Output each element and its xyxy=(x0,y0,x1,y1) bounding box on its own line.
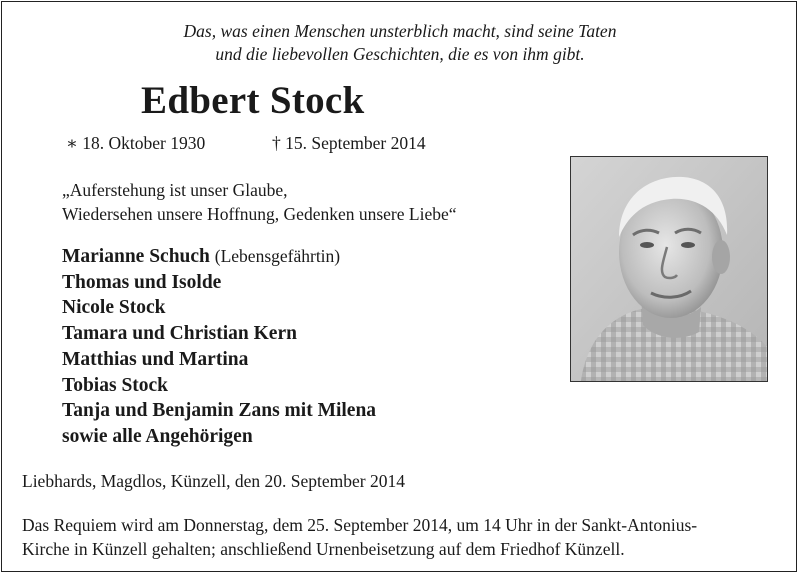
mourner-item xyxy=(62,270,376,296)
mourner-item xyxy=(62,398,376,424)
mourners-list xyxy=(62,244,376,450)
death-date: † 15. September 2014 xyxy=(272,133,426,153)
motto-line-2: und die liebevollen Geschichten, die es von ihm gibt. xyxy=(215,44,585,64)
mourner-item xyxy=(62,321,376,347)
requiem-line-1: Das Requiem wird am Donnerstag, dem 25. September 2014, um 14 Uhr in der Sankt-Antonius- xyxy=(22,515,698,535)
mourner-item xyxy=(62,373,376,399)
quote-line-1: „Auferstehung ist unser Glaube, xyxy=(62,180,288,200)
mourner-note: (Lebensgefährtin) xyxy=(214,246,341,266)
mourner-name: Tanja und Benjamin Zans mit Milena xyxy=(62,400,377,422)
requiem-notice xyxy=(22,513,697,561)
mourner-name: Matthias und Martina xyxy=(62,348,249,370)
mourner-item xyxy=(62,424,376,450)
place-and-date: Liebhards, Magdlos, Künzell, den 20. September 2014 xyxy=(22,471,405,491)
mourner-item xyxy=(62,295,376,321)
mourner-item xyxy=(62,347,376,373)
motto xyxy=(0,20,800,66)
mourner-name: Nicole Stock xyxy=(62,297,166,319)
quote-line-2: Wiedersehen unsere Hoffnung, Gedenken unsere Liebe“ xyxy=(62,204,457,224)
mourner-name: Thomas und Isolde xyxy=(62,271,222,293)
mourner-name: Marianne Schuch xyxy=(62,246,210,267)
requiem-line-2: Kirche in Künzell gehalten; anschließend Urnenbeisetzung auf dem Friedhof Künzell. xyxy=(22,539,625,559)
deceased-name: Edbert Stock xyxy=(141,79,365,122)
motto-line-1: Das, was einen Menschen unsterblich macht, sind seine Taten xyxy=(183,21,617,41)
quote xyxy=(62,178,457,226)
mourner-name: Tamara und Christian Kern xyxy=(62,323,297,345)
mourner-item xyxy=(62,244,376,270)
portrait-photo xyxy=(570,156,768,382)
birth-date: ∗ 18. Oktober 1930 xyxy=(66,133,206,153)
mourner-name: Tobias Stock xyxy=(62,374,169,396)
mourner-name: sowie alle Angehörigen xyxy=(62,425,253,447)
